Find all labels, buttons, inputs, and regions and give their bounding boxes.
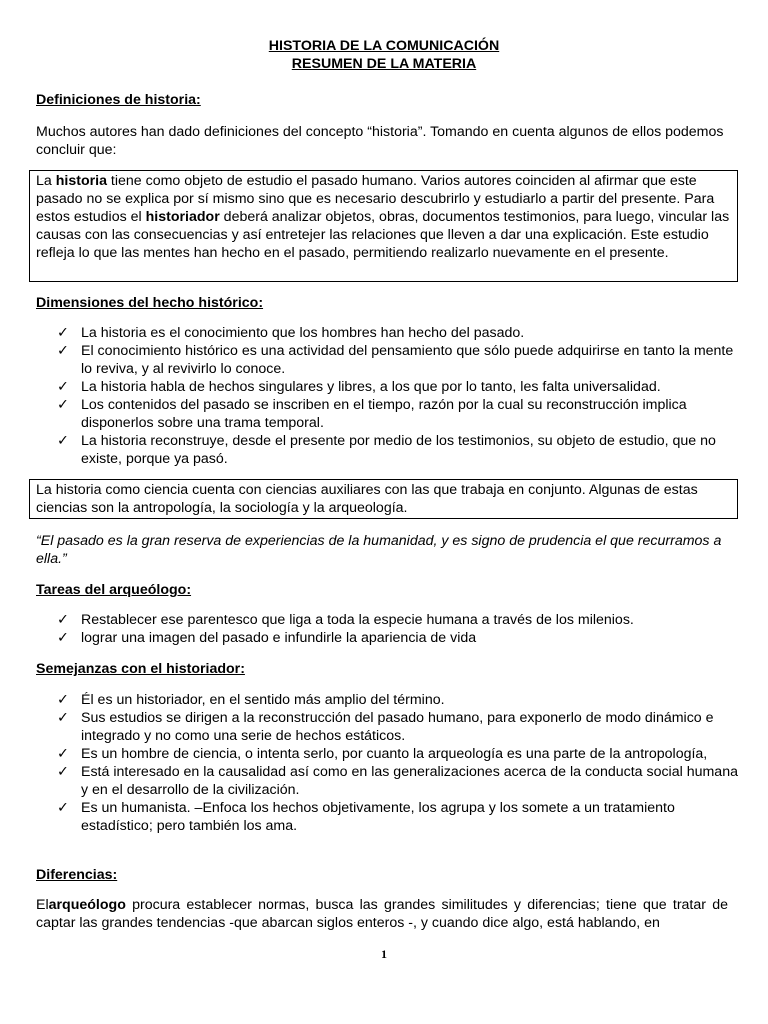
document-subtitle: RESUMEN DE LA MATERIA <box>291 56 477 72</box>
checkmark-icon: ✓ <box>57 397 69 413</box>
list-item: ✓ El conocimiento histórico es una actividad del pensamiento que sólo puede adquirirse en tanto la mente lo reviva, y al revivirlo lo conoce. <box>57 343 734 377</box>
dimensiones-list <box>57 324 747 468</box>
checkmark-icon: ✓ <box>57 746 69 762</box>
checkmark-icon: ✓ <box>57 764 69 780</box>
list-item: ✓ La historia habla de hechos singulares y libres, a los que por lo tanto, les falta universalidad. <box>57 379 661 395</box>
box-bold-historia: historia <box>55 173 107 189</box>
semejanzas-list <box>57 691 747 835</box>
checkmark-icon: ✓ <box>57 630 69 646</box>
list-item: ✓ Es un hombre de ciencia, o intenta serlo, por cuanto la arqueología es una parte de la antropología, <box>57 746 708 762</box>
list-item: ✓ Los contenidos del pasado se inscriben en el tiempo, razón por la cual su reconstrucción implica disponerlos sobre una trama temporal. <box>57 397 687 431</box>
heading-definiciones: Definiciones de historia: <box>36 92 201 108</box>
checkmark-icon: ✓ <box>57 800 69 816</box>
list-item: ✓ lograr una imagen del pasado e infundirle la apariencia de vida <box>57 630 477 646</box>
list-item: ✓ Él es un historiador, en el sentido más amplio del término. <box>57 692 445 708</box>
page-number: 1 <box>381 947 387 961</box>
ciencias-auxiliares-box: La historia como ciencia cuenta con ciencias auxiliares con las que trabaja en conjunto. Algunas de estas ciencias son la antropología, la sociología y la arqueología. <box>29 479 738 519</box>
heading-diferencias: Diferencias: <box>36 867 118 883</box>
list-item: ✓ La historia reconstruye, desde el presente por medio de los testimonios, su objeto de estudio, que no existe, porque ya pasó. <box>57 433 716 467</box>
list-item: ✓ Sus estudios se dirigen a la reconstrucción del pasado humano, para exponerlo de modo dinámico e integrado y no como una serie de hechos estáticos. <box>57 710 714 744</box>
definicion-historia-box <box>29 170 738 282</box>
checkmark-icon: ✓ <box>57 379 69 395</box>
checkmark-icon: ✓ <box>57 612 69 628</box>
box-text-3: deberá analizar objetos, obras, documentos testimonios, para luego, vincular las causas con las consecuencias y así entretejer las relaciones que lleven a dar una explicación. Este estudio refleja lo que las mentes han hecho en el pasado, permitiendo realizarlo nuevamente en el presente. <box>36 209 730 261</box>
box-bold-historiador: historiador <box>145 209 220 225</box>
heading-tareas: Tareas del arqueólogo: <box>36 582 192 598</box>
list-item: ✓ Restablecer ese parentesco que liga a toda la especie humana a través de los milenios. <box>57 612 634 628</box>
list-item: ✓ Está interesado en la causalidad así como en las generalizaciones acerca de la conducta social humana y en el desarrollo de la civilización. <box>57 764 738 798</box>
checkmark-icon: ✓ <box>57 343 69 359</box>
definiciones-intro: Muchos autores han dado definiciones del concepto “historia”. Tomando en cuenta algunos de ellos podemos concluir que: <box>36 124 724 158</box>
box-text-1: La <box>36 173 56 189</box>
bold-arqueologo: arqueólogo <box>48 897 126 913</box>
checkmark-icon: ✓ <box>57 325 69 341</box>
checkmark-icon: ✓ <box>57 710 69 726</box>
list-item: ✓ La historia es el conocimiento que los hombres han hecho del pasado. <box>57 325 525 341</box>
quote: “El pasado es la gran reserva de experiencias de la humanidad, y es signo de prudencia el que recurramos a ella.” <box>36 533 722 567</box>
checkmark-icon: ✓ <box>57 692 69 708</box>
heading-semejanzas: Semejanzas con el historiador: <box>36 661 245 677</box>
checkmark-icon: ✓ <box>57 433 69 449</box>
document-title: HISTORIA DE LA COMUNICACIÓN <box>268 38 500 54</box>
heading-dimensiones: Dimensiones del hecho histórico: <box>36 295 264 311</box>
diferencias-paragraph: Elarqueólogo procura establecer normas, busca las grandes similitudes y diferencias; tiene que tratar de captar las grandes tendencias -que abarcan siglos enteros -, y cuando dice algo, está hablando, en <box>36 897 728 931</box>
list-item: ✓ Es un humanista. –Enfoca los hechos objetivamente, los agrupa y los somete a un tratamiento estadístico; pero también los ama. <box>57 800 675 834</box>
box-text-2: tiene como objeto de estudio el pasado humano. Varios autores coinciden al afirmar que este pasado no se explica por sí mismo sino que es necesario descubrirlo y estudiarlo a partir del presente. Para estos estudios el <box>36 173 715 225</box>
tareas-list <box>57 611 747 647</box>
